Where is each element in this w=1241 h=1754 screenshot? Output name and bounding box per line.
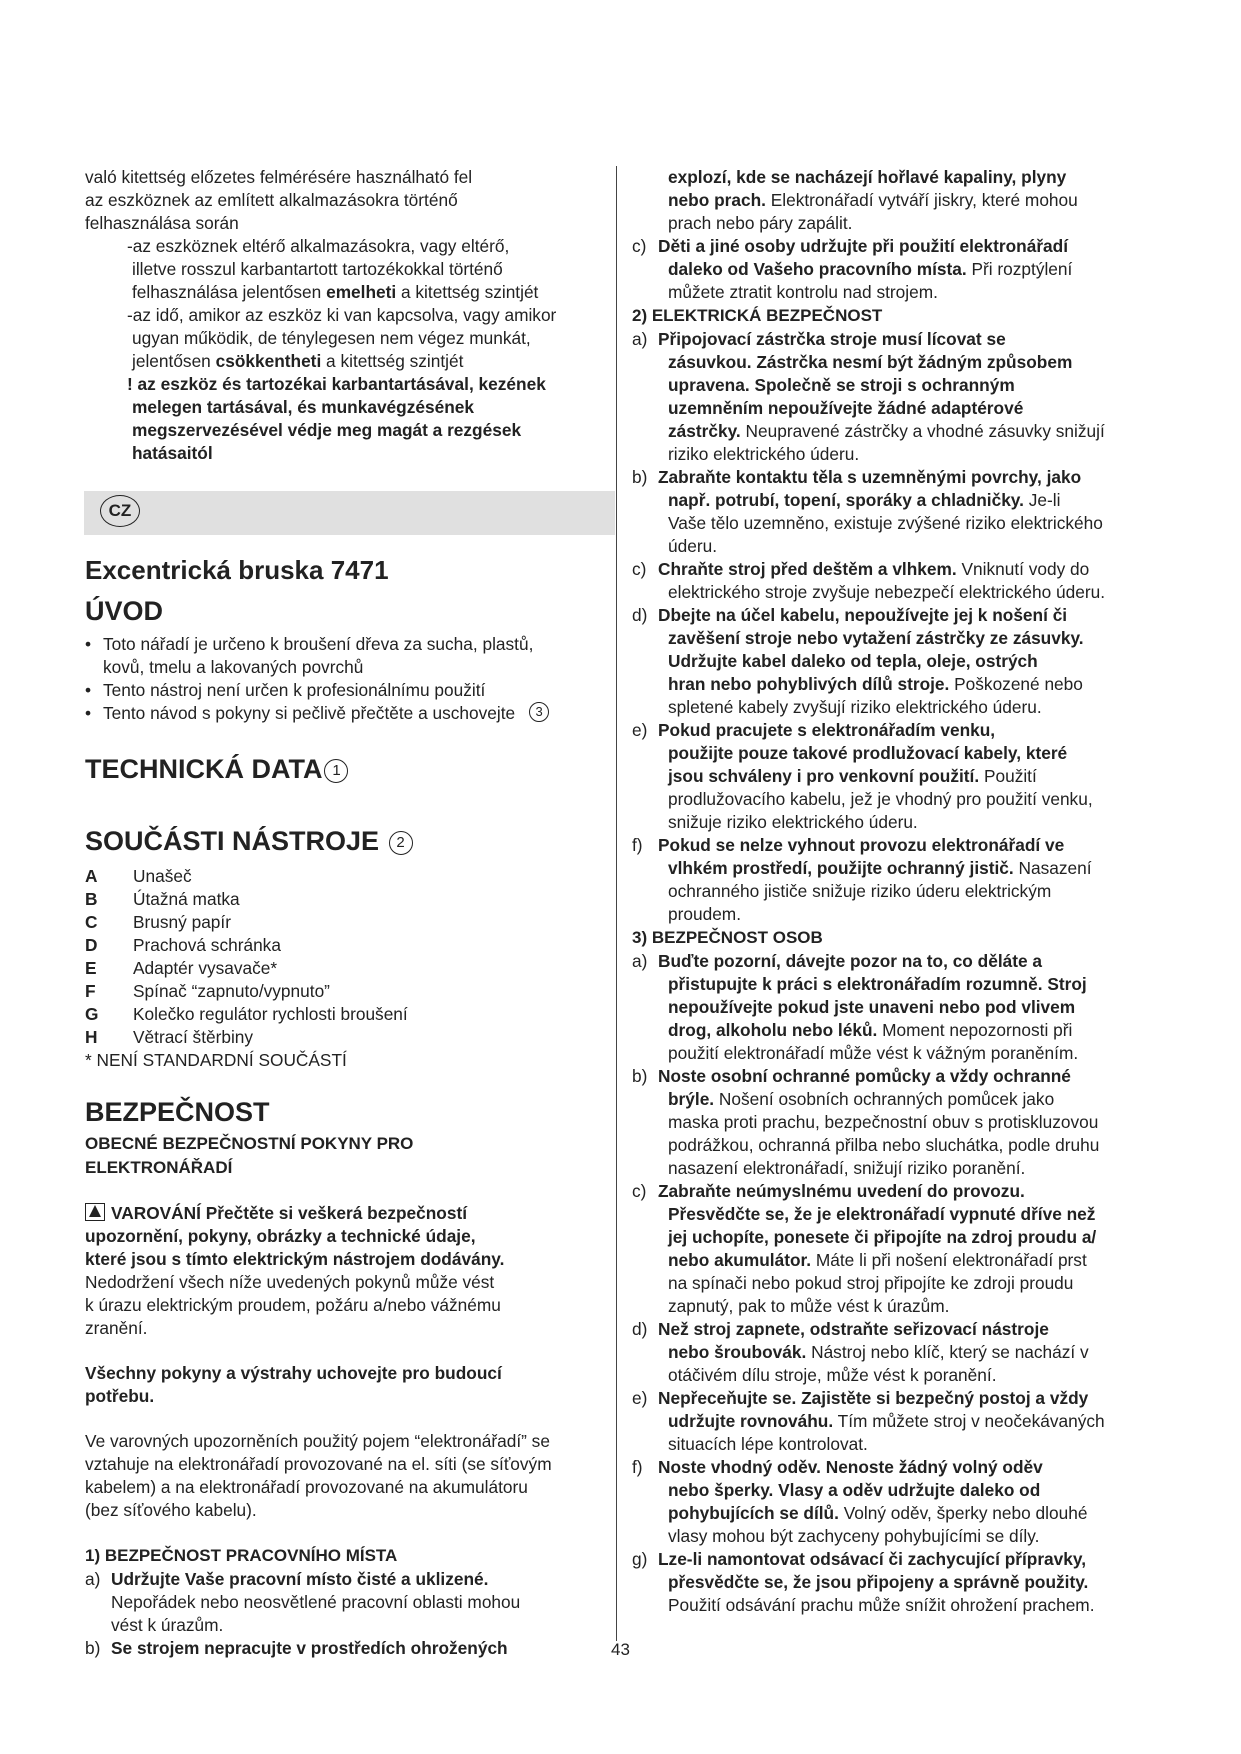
list-item: • Tento nástroj není určen k profesionálnímu použití: [85, 680, 486, 700]
parts-heading: SOUČÁSTI NÁSTROJE 2: [85, 823, 605, 859]
parts-list: [85, 865, 605, 1072]
text-line: jelentősen csökkentheti a kitettség szintjét: [132, 351, 464, 371]
hu-intro: [85, 166, 605, 465]
list-item: f) Noste vhodný oděv. Nenoste žádný volný oděv nebo šperky. Vlasy a oděv udržujte daleko od pohybujících se dílů. Volný oděv, šperky nebo dlouhé vlasy mohou být zachyceny pohybujícími se díly.: [632, 1457, 1088, 1546]
left-column: [85, 166, 605, 1660]
text-line: ! az eszköz és tartozékai karbantartásával, kezének: [127, 374, 546, 394]
safety-subheading: OBECNÉ BEZPEČNOSTNÍ POKYNY PRO: [85, 1134, 414, 1153]
intro-heading: ÚVOD: [85, 596, 164, 626]
list-item: • Toto nářadí je určeno k broušení dřeva za sucha, plastů, kovů, tmelu a lakovaných povrchů: [85, 634, 534, 677]
text-line: (bez síťového kabelu).: [85, 1500, 257, 1520]
text-line: melegen tartásával, és munkavégzésének: [132, 397, 474, 417]
warning-icon: [85, 1203, 105, 1221]
text-line: upozornění, pokyny, obrázky a technické údaje,: [85, 1226, 476, 1246]
text-line: ugyan működik, de ténylegesen nem végez munkát,: [132, 328, 531, 348]
text-line: hatásaitól: [132, 443, 213, 463]
list-item: • Tento návod s pokyny si pečlivě přečtěte a uschovejte 3: [85, 702, 605, 725]
electrical-list: [632, 328, 1162, 926]
list-item: f) Pokud se nelze vyhnout provozu elektronářadí ve vlhkém prostředí, použijte ochranný jistič. Nasazení ochranného jističe snižuje riziko úderu elektrickým proudem.: [632, 835, 1092, 924]
text-line: Nedodržení všech níže uvedených pokynů může vést: [85, 1272, 495, 1292]
intro-bullets: [85, 633, 605, 725]
text-line: az eszköznek az említett alkalmazásokra történő: [85, 190, 458, 210]
list-item: c) Děti a jiné osoby udržujte při použití elektronářadí daleko od Vašeho pracovního místa. Při rozptýlení můžete ztratit kontrolu nad strojem.: [632, 236, 1073, 302]
work-area-heading: 1) BEZPEČNOST PRACOVNÍHO MÍSTA: [85, 1546, 398, 1565]
column-divider: [616, 166, 617, 1641]
language-band: [84, 491, 615, 535]
safety-heading: BEZPEČNOST: [85, 1097, 270, 1127]
text-line: které jsou s tímto elektrickým nástrojem dodávány.: [85, 1249, 505, 1269]
text-line: való kitettség előzetes felmérésére használható fel: [85, 167, 473, 187]
text-line: Všechny pokyny a výstrahy uchovejte pro budoucí: [85, 1363, 502, 1383]
list-item: H Větrací štěrbiny: [85, 1027, 254, 1047]
text-line: -az idő, amikor az eszköz ki van kapcsolva, vagy amikor: [127, 305, 557, 325]
continued-item: explozí, kde se nacházejí hořlavé kapaliny, plyny nebo prach. Elektronářadí vytváří jiskry, které mohou prach nebo páry zapálit.: [668, 167, 1078, 233]
text-line: megszervezésével védje meg magát a rezgések: [132, 420, 522, 440]
text-line: felhasználása során: [85, 213, 239, 233]
text-line: potřebu.: [85, 1386, 155, 1406]
text-line: kabelem) a na elektronářadí provozované na akumulátoru: [85, 1477, 528, 1497]
list-item: A Unašeč: [85, 866, 192, 886]
list-item: g) Lze-li namontovat odsávací či zachycující přípravky, přesvědčte se, že jsou připojeny a správně použity. Použití odsávání prachu může snížit ohrožení prachem.: [632, 1549, 1095, 1615]
text-line: zranění.: [85, 1318, 148, 1338]
text-line: -az eszköznek eltérő alkalmazásokra, vagy eltérő,: [127, 236, 510, 256]
tech-data-heading: TECHNICKÁ DATA 1: [85, 751, 605, 787]
list-item: c) Zabraňte neúmyslnému uvedení do provozu. Přesvědčte se, že je elektronářadí vypnuté dříve než jej uchopíte, ponesete či připojíte na zdroj proudu a/ nebo akumulátor. Máte li při nošení elektronářadí prst na spínači nebo pokud stroj připojíte ke zdroji proudu zapnutý, pak to může vést k úrazům.: [632, 1181, 1097, 1316]
text-line: felhasználása jelentősen emelheti a kitettség szintjét: [132, 282, 539, 302]
list-item: D Prachová schránka: [85, 935, 281, 955]
text-line: Ve varovných upozorněních použitý pojem “elektronářadí” se: [85, 1431, 550, 1451]
list-item: e) Nepřeceňujte se. Zajistěte si bezpečný postoj a vždy udržujte rovnováhu. Tím můžete stroj v neočekávaných situacích lépe kontrolovat.: [632, 1388, 1105, 1454]
personal-heading: 3) BEZPEČNOST OSOB: [632, 928, 823, 947]
text-line: vztahuje na elektronářadí provozované na el. síti (se síťovým: [85, 1454, 552, 1474]
list-item: G Kolečko regulátor rychlosti broušení: [85, 1004, 408, 1024]
list-item: B Útažná matka: [85, 889, 240, 909]
product-title: Excentrická bruska 7471: [85, 555, 389, 585]
list-item: b) Zabraňte kontaktu těla s uzemněnými povrchy, jako např. potrubí, topení, sporáky a chladničky. Je-li Vaše tělo uzemněno, existuje zvýšené riziko elektrického úderu.: [632, 467, 1103, 556]
list-item: a) Buďte pozorní, dávejte pozor na to, co děláte a přistupujte k práci s elektronářadím rozumně. Stroj nepoužívejte pokud jste unaveni nebo pod vlivem drog, alkoholu nebo léků. Moment nepozornosti při použití elektronářadí může vést k vážným poraněním.: [632, 951, 1087, 1063]
list-item: a) Udržujte Vaše pracovní místo čisté a uklizené. Nepořádek nebo neosvětlené pracovní oblasti mohou vést k úrazům.: [85, 1569, 521, 1635]
list-item: d) Než stroj zapnete, odstraňte seřizovací nástroje nebo šroubovák. Nástroj nebo klíč, který se nachází v otáčivém dílu stroje, může vést k poranění.: [632, 1319, 1089, 1385]
warning-block: [85, 1202, 605, 1340]
list-item: a) Připojovací zástrčka stroje musí lícovat se zásuvkou. Zástrčka nesmí být žádným způsobem upravena. Společně se stroji s ochranným uzemněním nepoužívejte žádné adaptérové zástrčky. Neupravené zástrčky a vhodné zásuvky snižují riziko elektrického úderu.: [632, 329, 1105, 464]
figure-ref-2: 2: [389, 831, 413, 855]
safety-subheading: ELEKTRONÁŘADÍ: [85, 1158, 233, 1177]
parts-note: * NENÍ STANDARDNÍ SOUČÁSTÍ: [85, 1050, 347, 1070]
text-line: k úrazu elektrickým proudem, požáru a/nebo vážnému: [85, 1295, 501, 1315]
figure-ref-1: 1: [324, 759, 348, 783]
text-line: VAROVÁNÍ Přečtěte si veškerá bezpečností: [85, 1202, 605, 1225]
list-item: E Adaptér vysavače*: [85, 958, 278, 978]
language-badge: CZ: [100, 495, 140, 527]
list-item: b) Noste osobní ochranné pomůcky a vždy ochranné brýle. Nošení osobních ochranných pomůcek jako maska proti prachu, bezpečnostní obuv s protiskluzovou podrážkou, ochranná přilba nebo sluchátka, podle druhu nasazení elektronářadí, snižují riziko poranění.: [632, 1066, 1100, 1178]
personal-list: [632, 950, 1162, 1617]
list-item: c) Chraňte stroj před deštěm a vlhkem. Vniknutí vody do elektrického stroje zvyšuje nebezpečí elektrického úderu.: [632, 559, 1106, 602]
list-item: C Brusný papír: [85, 912, 231, 932]
list-item: b) Se strojem nepracujte v prostředích ohrožených: [85, 1638, 508, 1658]
right-column: [632, 166, 1162, 1617]
electrical-heading: 2) ELEKTRICKÁ BEZPEČNOST: [632, 306, 883, 325]
page-number: 43: [611, 1640, 630, 1659]
keep-instructions: [85, 1362, 605, 1408]
list-item: d) Dbejte na účel kabelu, nepoužívejte jej k nošení či zavěšení stroje nebo vytažení zástrčky ze zásuvky. Udržujte kabel daleko od tepla, oleje, ostrých hran nebo pohyblivých dílů stroje. Poškozené nebo spletené kabely zvyšují riziko elektrického úderu.: [632, 605, 1084, 717]
list-item: F Spínač “zapnuto/vypnuto”: [85, 981, 330, 1001]
list-item: e) Pokud pracujete s elektronářadím venku, použijte pouze takové prodlužovací kabely, které jsou schváleny i pro venkovní použití. Použití prodlužovacího kabelu, jež je vhodný pro použití venku, snižuje riziko elektrického úderu.: [632, 720, 1093, 832]
figure-ref-3: 3: [529, 702, 549, 722]
text-line: illetve rosszul karbantartott tartozékokkal történő: [132, 259, 503, 279]
term-paragraph: [85, 1430, 605, 1522]
